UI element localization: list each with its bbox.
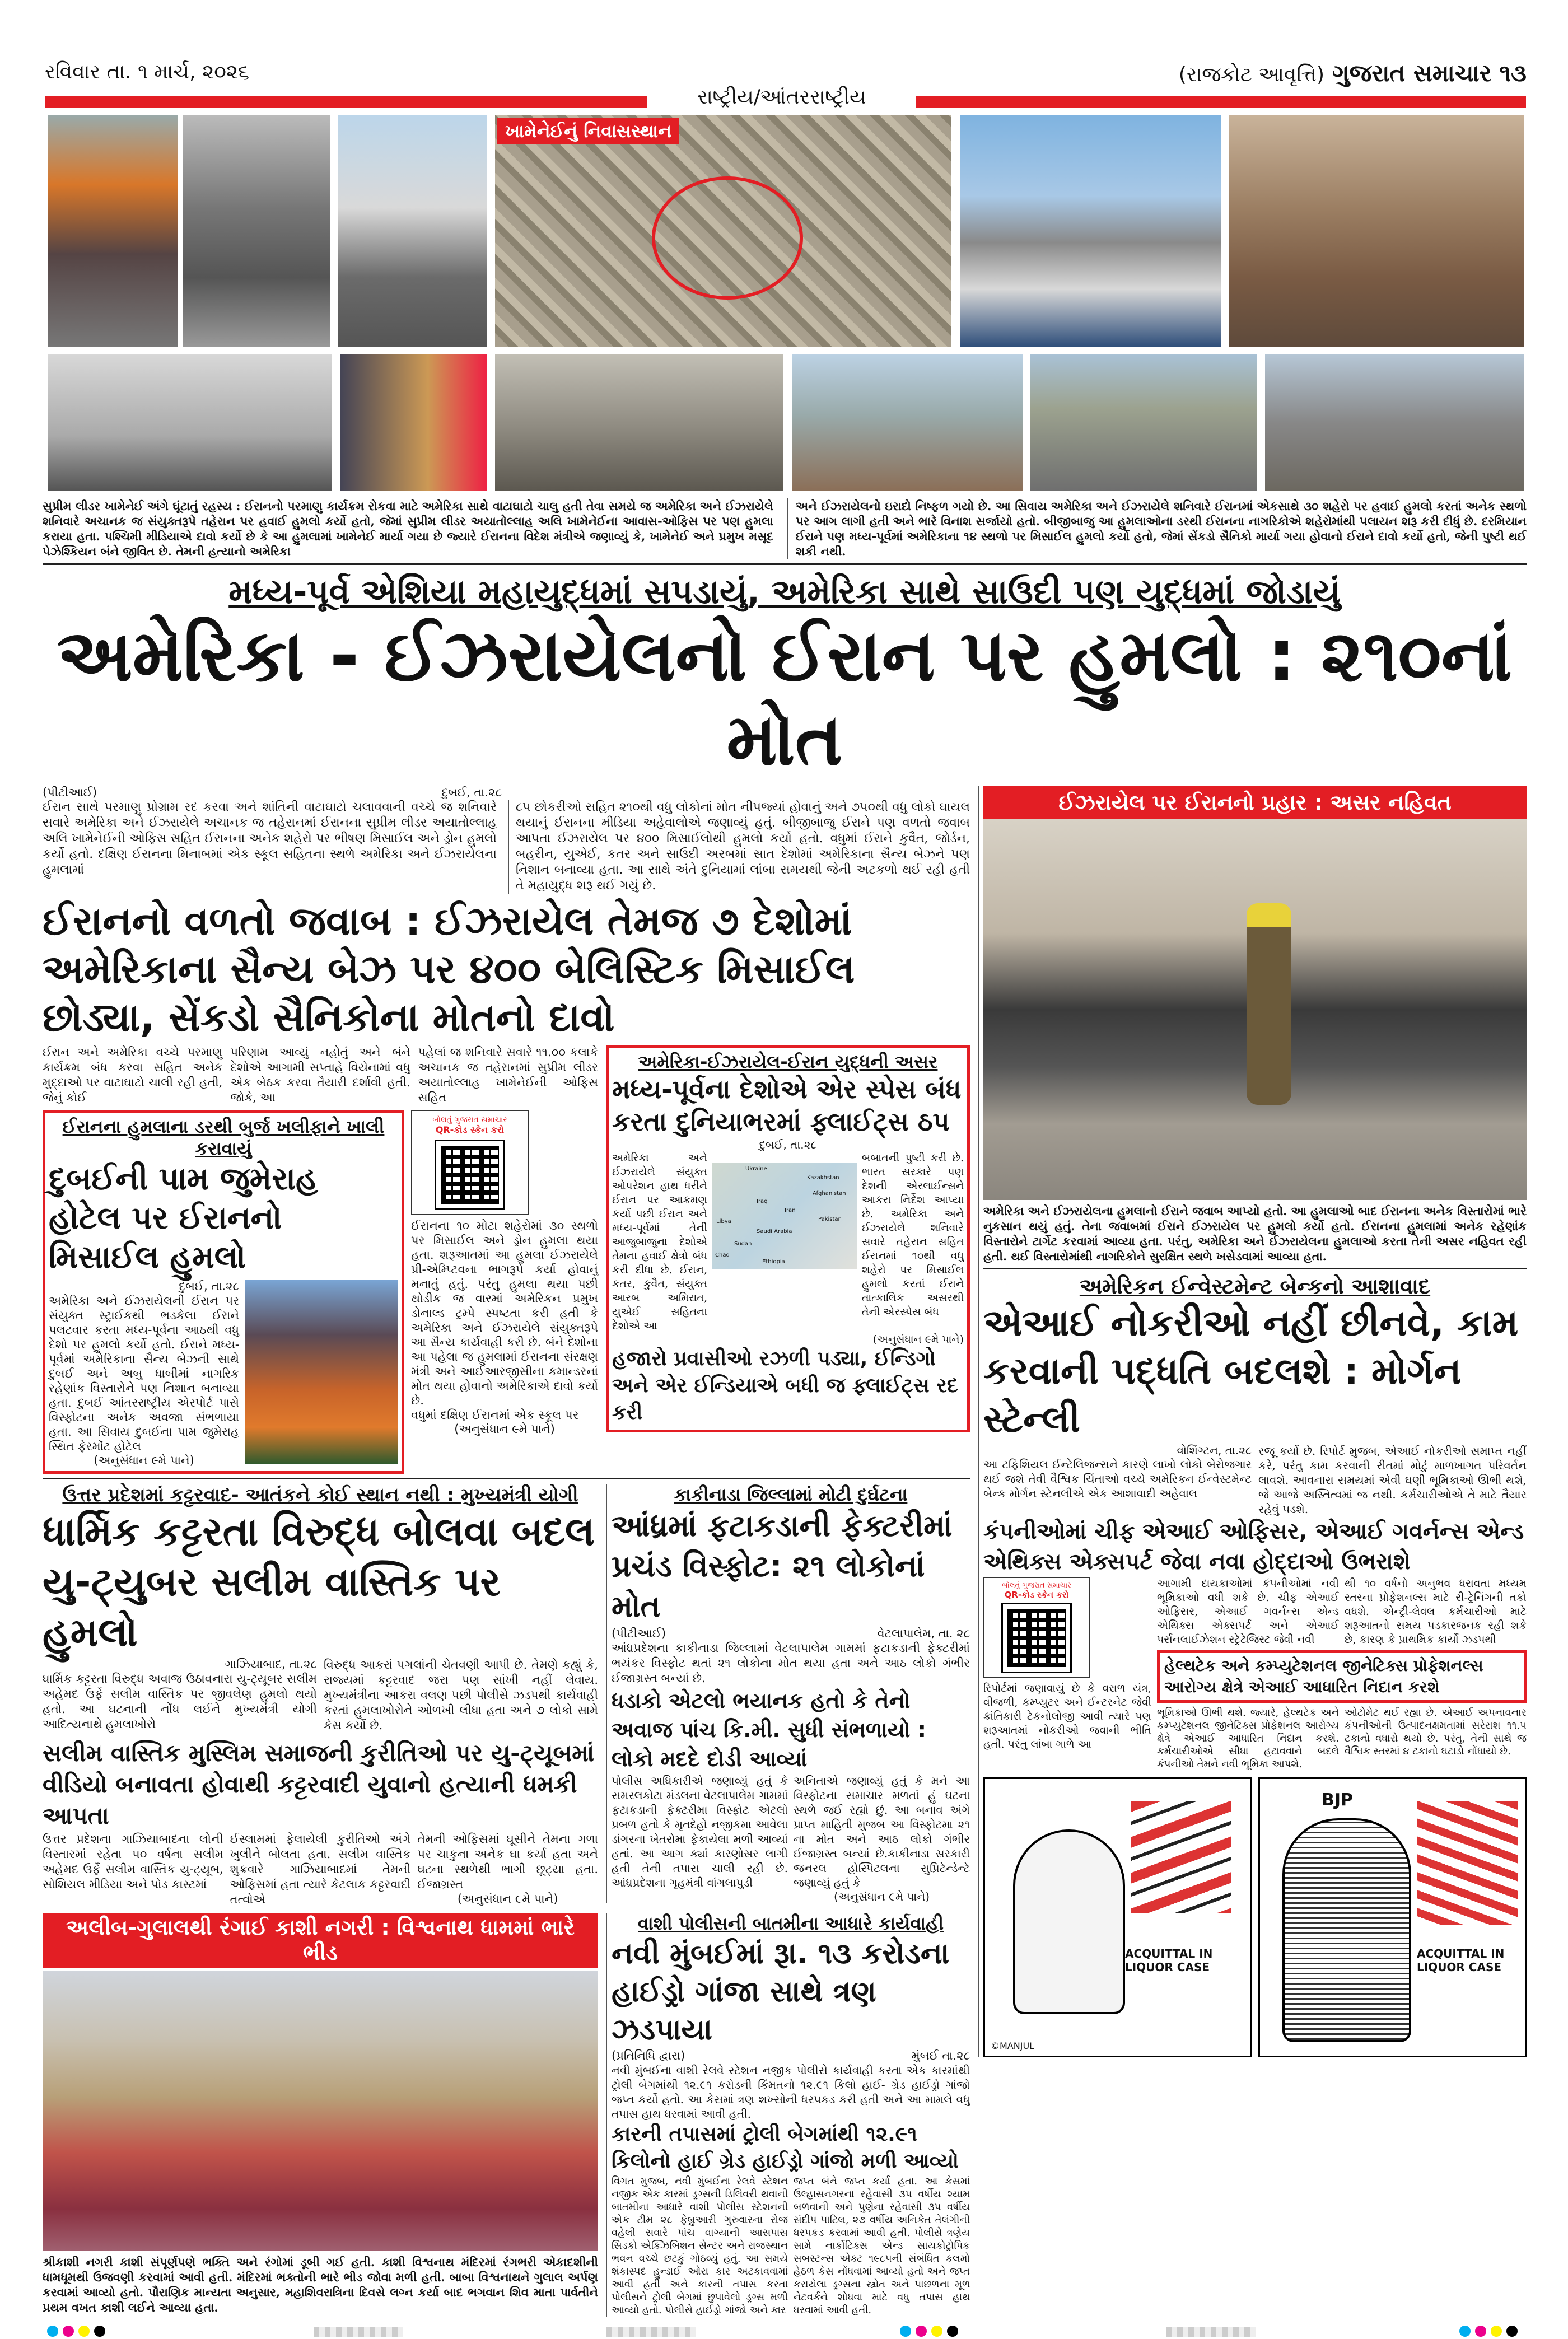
vashi-body-1: નવી મુંબઈના વાશી રેલવે સ્ટેશન નજીક પોલીસે કાર્યવાહી કરતા એક કારમાંથી ટ્રોલી બેગમાંથી ૧૨.૯૧ કરોડની કિંમતનો ૧૨.૯૧ કિલો હાઈ- ગ્રેડ હાઈડ્રો ગાંજો જપ્ત કર્યો હતો. આ કેસમાં ત્રણ શખ્સોની ધરપકડ કરી હતી અને આ મામલે વધુ તપાસ હાથ ધરવામાં આવી હતી.: [612, 2063, 970, 2121]
photo-birds-smoke: [47, 353, 332, 491]
top-caption: [43, 498, 1527, 559]
kakinada-dateline: વેટલાપાલેમ, તા. ૨૮: [877, 1627, 970, 1640]
israel-photo-header: ઈઝરાયેલ પર ઈરાનનો પ્રહાર : અસર નહિવત: [983, 786, 1527, 819]
lead-continued: (અનુસંધાન ૯મે પાને): [454, 1422, 555, 1436]
flight-map: [712, 1163, 857, 1269]
flight-map-label: Pakistan: [818, 1216, 842, 1222]
ai-kicker: અમેરિકન ઈન્વેસ્ટમેન્ટ બેન્કનો આશાવાદ: [1079, 1274, 1431, 1299]
lead-byline: [43, 786, 502, 800]
firefighter-figure: [1247, 903, 1291, 1105]
kakinada-continued: (અનુસંધાન ૯મે પાને): [833, 1890, 930, 1903]
qr-subtitle: QR-કોડ સ્કેન કરો: [1004, 1590, 1069, 1600]
main-columns: [43, 786, 1527, 2317]
vashi-col-a: વિગત મુજબ, નવી મુંબઈના રેલવે સ્ટેશન નજીક એક કારમાં ડ્રગ્સની ડિલિવરી થવાની બાતમીના આધારે વાશી પોલીસ સ્ટેશનની એક ટીમ ૨૮ ફેબ્રુઆરી ગુરુવારના રોજ વહેલી સવારે પાંચ વાગ્યાની આસપાસ સિડકો એક્ઝિબિશન સેન્ટર અને રાજસ્થાન ભવન વચ્ચે છટકું ગોઠવ્યું હતું. આ સમયે શંકાસ્પદ હુન્ડાઈ ઓરા કાર અટકાવવામાં આવી હતી અને કારની તપાસ કરતા પોલીસને ટ્રોલી બેગમાં છુપાવેલો ડ્રગ્સ મળી આવ્યો હતો. પોલીસે હાઈડ્રો ગાંજો અને કાર: [612, 2175, 788, 2316]
lead-col-c-end: વધુમાં દક્ષિણ ઈરાનમાં એક સ્કૂલ પર: [411, 1408, 579, 1422]
lead-headline-2: ઈરાનનો વળતો જવાબ : ઈઝરાયેલ તેમજ ૭ દેશોમાં અમેરિકાના સૈન્ય બેઝ પર ૪૦૦ બેલિસ્ટિક મિસાઈલ છોડ્યા, સેંકડો સૈનિકોના મોતનો દાવો: [43, 898, 855, 1040]
lead-headline: અમેરિકા - ઈઝરાયેલનો ઈરાન પર હુમલો : ૨૧૦નાં મોત: [57, 614, 1513, 782]
cartoon-figure-bjp: [1282, 1818, 1411, 2042]
lead-body-col1: ઈરાન સાથે પરમાણુ પ્રોગ્રામ રદ કરવા અને શાંતિની વાટાઘાટો ચલાવવાની વચ્ચે જ શનિવારે સવારે અમેરિકા અને ઈઝરાયેલે અચાનક જ તહેરાનમાં ઈરાનના સુપ્રીમ લીડર અયાતોલ્લાહ અલિ ખામેનેઈની ઓફિસ સહિત ઈરાનના અનેક શહેરો પર ભીષણ મિસાઈલ અને ડ્રોન હુમલો કર્યો હતો. દક્ષિણ ઈરાનના મિનાબમાં એક સ્કૂલ સહિતના સ્થળે અમેરિકા અને ઈઝરાયેલના હુમલામાં: [43, 800, 497, 877]
flight-map-label: Libya: [716, 1218, 731, 1225]
dubai-continued: (અનુસંધાન ૯મે પાને): [94, 1454, 194, 1467]
ai-col-a: રિપોર્ટમાં જણાવાયું છે કે વરાળ યંત્ર, વીજળી, કમ્પ્યુટર અને ઈન્ટરનેટ જેવી ક્રાંતિકારી ટેકનોલોજી આવી ત્યારે પણ શરૂઆતમાં નોકરીઓ જવાની ભીતિ હતી. પરંતુ લાંબા ગાળે આ: [983, 1682, 1151, 1750]
flight-map-label: Chad: [715, 1252, 730, 1258]
flight-map-label: Saudi Arabia: [757, 1229, 792, 1235]
photo-fire-street: [47, 114, 178, 348]
photo-aerial-residence: [494, 114, 952, 348]
top-caption-right: અને ઈઝરાયેલનો ઇરાદો નિષ્ફળ ગયો છે. આ સિવાય અમેરિકા અને ઈઝરાયેલે શનિવારે ઈરાનમાં એકસાથે ૩૦ શહેરો પર હવાઈ હુમલો કરતાં અનેક સ્થળો પર આગ લાગી હતી અને ભારે વિનાશ સર્જાયો હતો. બીજીબાજુ આ હુમલાઓના ડરથી ઈરાનના નાગરિકોએ શહેરોમાંથી પલાયન શરૂ કરી દીધું છે. દરમિયાન ઈરાને પણ મધ્ય-પૂર્વમાં અમેરિકાના ૧૪ સ્થળો પર મિસાઈલ હુમલો કર્યો હતો, જેમાં સેંકડો સૈનિકો માર્યા ગયા હોવાનો ઈરાને દાવો કર્યો હતો, જેની પુષ્ટી થઈ શકી નથી.: [787, 498, 1527, 559]
newspaper-page: [43, 56, 1527, 2339]
photo-police-booth-fire: [339, 353, 487, 491]
kashi-story: [43, 1913, 598, 2315]
ai-col-c: થી ૧૦ વર્ષનો અનુભવ ધરાવતા મધ્યમ સ્તરના પ્રોફેશનલ્સ માટે રી-ટ્રેનિંગની તકો વધશે. એન્ટ્રી-લેવલ કર્મચારીઓ માટે શરૂઆતનો સમય પડકારજનક રહી શકે છે, કારણ કે પ્રાથમિક કાર્યો ઝડપથી: [1345, 1577, 1527, 1646]
cartoon: [983, 1777, 1527, 2057]
qr-subtitle: QR-કોડ સ્કેન કરો: [435, 1124, 505, 1135]
airspace-subhead: હજારો પ્રવાસીઓ રઝળી પડ્યા, ઈન્ડિગો અને એર ઈન્ડિયાએ બધી જ ફ્લાઈટ્સ રદ કરી: [612, 1347, 959, 1424]
lead-lower: [43, 1045, 970, 1474]
airspace-headline: મધ્ય-પૂર્વના દેશોએ એર સ્પેસ બંધ કરતા દુનિયાભરમાં ફ્લાઈટ્સ ઠપ: [612, 1074, 962, 1137]
section-label: રાષ્ટ્રીય/આંતરરાષ્ટ્રીય: [647, 84, 916, 111]
lead-col-a: ઈરાન અને અમેરિકા વચ્ચે પરમાણુ કાર્યક્રમ બંધ કરવા સહિત અનેક મુદ્દાઓ પર વાટાઘાટો ચાલી રહી હતી, જેનું કોઈ: [43, 1045, 223, 1104]
dubai-kicker: ઈરાનના હુમલાના ડરથી બુર્જ ખલીફાને ખાલી કરાવાયું: [62, 1116, 385, 1159]
aerial-label: ખામેનેઈનું નિવાસસ્થાન: [497, 118, 679, 144]
photo-israel-damage: [983, 819, 1527, 1200]
cartoon-sign: ACQUITTAL IN LIQUOR CASE: [1125, 1947, 1237, 1974]
kakinada-headline: આંધ્રમાં ફટાકડાની ફેક્ટરીમાં પ્રચંડ વિસ્ફોટ: ૨૧ લોકોનાં મોત: [612, 1508, 953, 1624]
gray-bar: [606, 2327, 696, 2337]
color-dots-left: [47, 2326, 110, 2339]
kakinada-col-b: અનિતાએ જણાવ્યું હતું કે મને આ વિસ્ફોટના સમાચાર મળતાં હું ઘટના સ્થળે જઈ રહ્યો છું. આ બનાવ અંગે પ્રાપ્ત માહિતી મુજબ આ વિસ્ફોટમા ૨૧ ના મોત અને આઠ લોકો ગંભીર ઈજાગ્રસ્ત બન્યાં છે.કાકીનાડા સરકારી જનરલ હોસ્પિટલના સુપ્રિટેન્ડેન્ટે જણાવ્યું હતું કે: [794, 1774, 970, 1889]
photo-smoke-crane: [1264, 353, 1525, 491]
lead-col-b: પરિણામ આવ્યું નહોતું અને બંને દેશોએ આગામી સપ્તાહે વિયેનામાં વધુ એક બેઠક કરવા તૈયારી દર્શાવી હતી. જોકે, આ: [230, 1045, 410, 1104]
qr-code[interactable]: [436, 1141, 503, 1208]
kashi-caption: શ્રીકાશી નગરી કાશી સંપૂર્ણપણે ભક્તિ અને રંગોમાં ડૂબી ગઈ હતી. કાશી વિશ્વનાથ મંદિરમાં રંગભરી એકાદશીની ધામધૂમથી ઉજવણી કરવામાં આવી હતી. મંદિરમાં ભક્તોની ભારે ભીડ જોવા મળી હતી. બાબા વિશ્વનાથને ગુલાલ અર્પણ કરવામાં આવ્યો હતો. પૌરાણિક માન્યતા અનુસાર, મહાશિવરાત્રિના દિવસે લગ્ન કર્યા બાદ ભગવાન શિવ માતા પાર્વતીને પ્રથમ વખત કાશી લઈને આવ્યા હતા.: [43, 2255, 598, 2314]
qr-column: [411, 1110, 598, 1436]
qr-box[interactable]: [411, 1110, 529, 1215]
kakinada-kicker: કાકીનાડા જિલ્લામાં મોટી દુર્ઘટના: [674, 1484, 908, 1505]
ai-body-1: આ ટફિશિયલ ઈન્ટેલિજન્સને કારણે લાખો લોકો બેરોજગાર થઈ જશે તેવી વૈશ્વિક ચિંતાઓ વચ્ચે અમેરિકન ઈન્વેસ્ટમેન્ટ બેન્ક મોર્ગન સ્ટેનલીએ એક આશાવાદી અહેવાલ: [983, 1458, 1252, 1500]
gray-bar: [1166, 2327, 1256, 2337]
gray-bar: [314, 2327, 403, 2337]
cartoon-burst: [1417, 1801, 1518, 1925]
photo-smoke-rooftops: [791, 353, 1023, 491]
flight-map-label: Afghanistan: [813, 1190, 846, 1197]
lead-dateline: દુબઈ, તા.૨૮: [441, 786, 502, 799]
cartoon-credit: ©MANJUL: [991, 2041, 1035, 2051]
cartoon-sign: ACQUITTAL IN LIQUOR CASE: [1417, 1947, 1518, 1974]
yogi-body-2: વિરુદ્ધ આકરાં પગલાંની ચેતવણી આપી છે. તેમણે કહ્યું કે, રાજ્યમાં કટ્ટરવાદ જરા પણ સાંખી નહીં લેવાય. મુખ્યમંત્રીના આકરા વલણ પછી પોલીસે ઝડપથી કાર્યવાહી કરતાં હુમલાખોરોને ઓળખી લીધા હતા અને ૭ લોકો સામે કેસ કર્યો છે.: [324, 1658, 598, 1732]
lead-kicker: મધ્ય-પૂર્વ એશિયા મહાયુદ્ધમાં સપડાયું, અમેરિકા સાથે સાઉદી પણ યુદ્ધમાં જોડાયું: [228, 572, 1341, 611]
cartoon-figure-man: [1013, 1829, 1125, 2014]
yogi-kicker: ઉત્તર પ્રદેશમાં કટ્ટરવાદ- આતંકને કોઈ સ્થાન નથી : મુખ્યમંત્રી યોગી: [62, 1484, 578, 1506]
photo-traffic-jam: [1029, 353, 1257, 491]
page-number: ૧૩: [1499, 59, 1527, 87]
cartoon-microphones: [1131, 1801, 1231, 1913]
ai-body-2: રજૂ કર્યો છે. રિપોર્ટ મુજબ, એઆઈ નોકરીઓ સમાપ્ત નહીં કરે, પરંતુ કામ કરવાની રીતમાં મોટું માળખાગત પરિવર્તન લાવશે. આવનારા સમયમાં એવી ઘણી ભૂમિકાઓ ઊભી થશે, જે આજે અસ્તિત્વમાં જ નથી. કર્મચારીઓએ તે માટે તૈયાર રહેવું પડશે.: [1258, 1444, 1527, 1516]
cartoon-panel-left: [983, 1777, 1252, 2057]
lead-cols: [43, 1045, 598, 1105]
airspace-dateline: દુબઈ, તા.૨૮: [759, 1138, 817, 1151]
top-caption-left: સુપ્રીમ લીડર ખામેનેઈ અંગે ઘૂંટાતું રહસ્ય : ઈરાનનો પરમાણુ કાર્યક્રમ રોકવા માટે અમેરિકા સાથે વાટાઘાટો ચાલુ હતી તેવા સમયે જ અમેરિકા અને ઈઝરાયેલે શનિવારે અચાનક જ સંયુક્તરૂપે તહેરાન પર હવાઈ હુમલો કર્યો હતો, જેમાં સુપ્રીમ લીડર અયાતોલ્લાહ અલિ ખામેનેઈના આવાસ-ઓફિસ પર પણ હુમલા કરાયા હતા. પશ્ચિમી મીડિયાએ દાવો કર્યો છે કે આ હુમલામાં ખામેનેઈ માર્યા ગયા છે જ્યારે ઈરાનના વિદેશ મંત્રીએ જણાવ્યું કે, ખામેનેઈ અને પ્રમુખ મસૂદ પેઝેશ્કિયન બંને જીવિત છે. તેમની હત્યાનો અમેરિકા: [43, 499, 773, 558]
photo-rubble-crowd: [494, 353, 784, 491]
yogi-col-a: ઉત્તર પ્રદેશના ગાઝિયાબાદના લોની વિસ્તારમાં રહેતા ૫૦ વર્ષના સલીમ અહેમદ ઉર્ફે સલીમ વાસ્તિક યુ-ટ્યૂબ, સોશિયલ મીડિયા અને પોડ કાસ્ટમાં: [43, 1832, 223, 1891]
dubai-headline: દુબઈની પામ જુમેરાહ હોટેલ પર ઈરાનનો મિસાઈલ હુમલો: [49, 1161, 318, 1276]
flight-map-label: Ukraine: [745, 1166, 767, 1172]
ai-dateline: વોશિંગ્ટન, તા.૨૮: [1177, 1444, 1252, 1457]
lead-lower-left: [43, 1045, 598, 1474]
dubai-story-box: [43, 1110, 404, 1474]
flight-map-label: Kazakhstan: [807, 1175, 839, 1181]
airspace-kicker: અમેરિકા-ઈઝરાયેલ-ઈરાન યુદ્ધની અસર: [638, 1051, 938, 1072]
lead-body: [43, 800, 970, 894]
footer-color-marks: [43, 2326, 1527, 2339]
kakinada-col-a: પોલીસ અધિકારીએ જણાવ્યું હતું કે સમરલકોટા મંડલના વેટલાપાલેમ ગામમાં ફટાકડાની ફેક્ટરીમા વિસ્ફોટ એટલો પ્રબળ હતો કે મૃતદેહો નજીકમા આવેલા ડાંગરના ખેતરોમા ફેકાયેલા મળી આવ્યાં હતાં. આ આગ ક્યાં કારણોસર લાગી હતી તેની તપાસ ચાલી રહી છે. આંધ્રપ્રદેશના ગૃહમંત્રી વાંગલાપુડી: [612, 1774, 788, 1889]
masthead: [43, 56, 1527, 108]
yogi-headline: ધાર્મિક કટ્ટરતા વિરુદ્ધ બોલવા બદલ યુ-ટ્યુબર સલીમ વાસ્તિક પર હુમલો: [43, 1509, 595, 1655]
yogi-col-c: તેમની ઓફિસમાં ઘૂસીને તેમના ગળા પર ચાકુના અનેક ઘા કર્યા હતા અને ઘટના સ્થળેથી ભાગી છૂટ્યા હતા. ઈજાગ્રસ્ત: [417, 1832, 599, 1891]
vashi-subhead: કારની તપાસમાં ટ્રોલી બેગમાંથી ૧૨.૯૧ કિલોનો હાઈ ગ્રેડ હાઈડ્રો ગાંજો મળી આવ્યો: [612, 2123, 959, 2173]
ai-story: [983, 1274, 1527, 1771]
qr-title: બોલતું ગુજરાત સમાચાર: [432, 1115, 507, 1124]
kakinada-body-1: આંધ્રપ્રદેશના કાકીનાડા જિલ્લામાં વેટલાપાલેમ ગામમાં ફટાકડાની ફેક્ટરીમાં ભયંકર વિસ્ફોટ થતાં ૨૧ લોકોના મોત થયા હતા અને આઠ લોકો ગંભીર ઈજાગ્રસ્ત બન્યાં છે.: [612, 1641, 970, 1685]
israel-photo-caption: અમેરિકા અને ઈઝરાયેલના હુમલાનો ઈરાને જવાબ આપ્યો હતો. આ હુમલાઓ બાદ ઈરાનના અનેક વિસ્તારોમાં ભારે નુકસાન થયું હતું. તેના જવાબમાં ઈરાને ઈઝરાયેલ પર હુમલો કર્યો હતો. ઈરાનના હુમલામાં અનેક રહેણાંક વિસ્તારોને ટાર્ગેટ કરવામાં આવ્યા હતા. પરંતુ, અમેરિકા અને ઈઝરાયેલના હુમલાઓ કરતા તેની અસર નહિવત રહી હતી. થઈ વિસ્તારોમાંથી નાગરિકોને સુરક્ષિત સ્થળે ખસેડવામાં આવ્યા હતા.: [983, 1204, 1527, 1263]
flight-map-label: Ethiopia: [762, 1259, 785, 1265]
yogi-story: [43, 1484, 598, 1907]
lower-row-2: [43, 1913, 970, 2317]
lead-col-c-continued: ઈરાનના ૧૦ મોટા શહેરોમાં ૩૦ સ્થળો પર મિસાઈલ અને ડ્રોન હુમલા થયા હતા. શરૂઆતમાં આ હુમલા ઈઝરાયેલે પ્રી-એમ્પ્ટિવના ભાગરૂપે કર્યા હોવાનું મનાતું હતું. પરંતુ હુમલા થયા પછી થોડીક જ વારમાં અમેરિકન પ્રમુખ ડોનાલ્ડ ટ્રમ્પે સ્પષ્ટતા કરી હતી કે અમેરિકા અને ઈઝરાયેલે સંયુક્તરૂપે આ સૈન્ય કાર્યવાહી કરી છે. બંને દેશોના આ પહેલા જ હુમલામાં ઈરાનના સંરક્ષણ મંત્રી અને આઈઆરજીસીના કમાન્ડરનાં મોત થયા હોવાનો અમેરિકાએ દાવો કર્યો છે.: [411, 1219, 598, 1407]
flight-map-label: Iran: [785, 1207, 796, 1213]
ai-headline: એઆઈ નોકરીઓ નહીં છીનવે, કામ કરવાની પદ્ધતિ બદલશે : મોર્ગન સ્ટેન્લી: [983, 1301, 1519, 1441]
yogi-continued: (અનુસંધાન ૯મે પાને): [457, 1892, 558, 1906]
photo-smoke-skyline-man: [959, 114, 1221, 348]
lead-col-c: પહેલાં જ શનિવારે સવારે ૧૧.૦૦ કલાકે અચાનક જ તહેરાનમાં સુપ્રીમ લીડર અયાતોલ્લાહ ખામેનેઈની ઓફિસ સહિત: [418, 1045, 598, 1104]
dubai-body: અમેરિકા અને ઈઝરાયેલની ઈરાન પર સંયુક્ત સ્ટ્રાઈકથી ભડકેલા ઈરાને પલટવાર કરતા મધ્ય-પૂર્વના આઠથી વધુ દેશો પર હુમલો કર્યો હતો. ઈરાને મધ્ય-પૂર્વમાં અમેરિકાના સૈન્ય બેઝની સાથે દુબઈ અને અબુ ધાબીમાં નાગરિક રહેણાંક વિસ્તારોને પણ નિશાન બનાવ્યા હતા. દુબઈ આંતરરાષ્ટ્રીય એરપોર્ટ પાસે વિસ્ફોટના અનેક અવજા સંભળાયા હતા. આ સિવાય દુબઈના પામ જુમેરાહ સ્થિત ફેરમોંટ હોટેલ: [49, 1294, 239, 1453]
yogi-body-1: ધાર્મિક કટ્ટરતા વિરુદ્ધ અવાજ ઉઠાવનારા યુ-ટ્યૂબર સલીમ અહેમદ ઉર્ફે સલીમ વાસ્તિક પર જીવલેણ હુમલો થયો હતો. આ ઘટનાની નોંધ લઈને મુખ્યમંત્રી યોગી આદિત્યનાથે હુમલાખોરો: [43, 1672, 317, 1731]
cartoon-cap-label: BJP: [1322, 1790, 1354, 1810]
kakinada-subhead: ધડાકો એટલો ભયાનક હતો કે તેનો અવાજ પાંચ કિ.મી. સુધી સંભળાયો : લોકો મદદે દોડી આવ્યાં: [612, 1688, 926, 1771]
photo-smoke-cars: [338, 114, 487, 348]
qr-title: બોલતું ગુજરાત સમાચાર: [1002, 1581, 1071, 1590]
vashi-story: [606, 1913, 970, 2317]
lead-agency: (પીટીઆઈ): [43, 786, 97, 799]
photo-hotel-fire: [245, 1280, 398, 1464]
kashi-header: અલીબ-ગુલાલથી રંગાઈ કાશી નગરી : વિશ્વનાથ ધામમાં ભારે ભીડ: [43, 1913, 598, 1968]
yogi-col-b: ઈસ્લામમાં ફેલાયેલી કુરીતિઓ અંગે ખુલીને બોલતા હતા. સલીમ વાસ્તિક શુક્રવારે ગાઝિયાબાદમાં તેમની ઓફિસમાં હતા ત્યારે કેટલાક કટ્ટરવાદી તત્વોએ: [230, 1832, 411, 1906]
masthead-right: [1179, 59, 1527, 87]
airspace-body-right: બબાતની પુષ્ટી કરી છે. ભારત સરકારે પણ દેશની એરલાઈન્સને આકરા નિર્દેશ આપ્યા છે. અમેરિકા અને ઈઝરાયેલે શનિવારે સવારે તહેરાન સહિત ઈરાનમાં ૧૦થી વધુ શહેરો પર મિસાઈલ હુમલો કરતાં ઈરાને તાત્કાલિક અસરથી તેની એરસ્પેસ બંધ: [862, 1152, 964, 1318]
flight-map-label: Iraq: [757, 1198, 768, 1204]
vashi-headline: નવી મુંબઈમાં રૂા. ૧૩ કરોડના હાઈડ્રો ગાંજા સાથે ત્રણ ઝડપાયા: [612, 1937, 950, 2047]
top-photo-grid: [43, 114, 1527, 498]
lead-body-col2: ૮૫ છોકરીઓ સહિત ૨૧૦થી વધુ લોકોનાં મોત નીપજ્યાં હોવાનું અને ૭૫૦થી વધુ લોકો ઘાયલ થયાનું ઈરાનના મીડિયા અહેવાલોએ જણાવ્યું હતું. બીજીબાજુ ઈરાને પણ વળતો જવાબ આપતા ઈઝરાયેલ પર ૪૦૦ મિસાઈલોથી હુમલો કર્યો હતો. વધુમાં ઈરાને કુવૈત, જોર્ડન, બહરીન, યુએઈ, કતર અને સાઉદી અરબમાં સાત દેશોમાં અમેરિકાના સૈન્ય બેઝને પણ નિશાન બનાવ્યા હતા. આ સાથે અંતે દુનિયામાં લાંબા સમયથી જેની અટકળો થઈ રહી હતી તે મહાયુદ્ધ શરૂ થઈ ગયું છે.: [508, 800, 970, 894]
color-dots-center: [900, 2326, 963, 2339]
left-section: [43, 786, 970, 2317]
photo-smoke-street: [183, 114, 330, 348]
highlight-circle: [652, 176, 803, 300]
ai-box-headline: હેલ્થટેક અને કમ્પ્યુટેશનલ જીનેટિક્સ પ્રોફેશનલ્સ આરોગ્ય ક્ષેત્રે એઆઈ આધારિત નિદાન કરશે: [1157, 1650, 1527, 1703]
ai-col-e: ઓટોમેટ થઈ રહ્યા છે. એઆઈ અપનાવનાર કંપનીઓની ઉત્પાદનક્ષમતામાં સરેરાશ ૧૧.૫ ટકાનો વધારો થયો છે. પરંતુ, તેની સાથે જ વૈશ્વિક સ્તરમાં ૪ ટકાનો ઘટાડો નોંધાયો છે.: [1345, 1707, 1527, 1757]
yogi-subhead: સલીમ વાસ્તિક મુસ્લિમ સમાજની કુરીતિઓ પર યુ-ટ્યૂબમાં વીડિયો બનાવતા હોવાથી કટ્ટરવાદી યુવાનો હત્યાની ધમકી આપતા: [43, 1739, 595, 1829]
flight-map-label: Sudan: [734, 1241, 752, 1247]
lower-row-1: [43, 1484, 970, 1907]
ai-col-b: આગામી દાયકાઓમાં કંપનીઓમાં નવી ભૂમિકાઓ વધી શકે છે. ચીફ એઆઈ ઓફિસર, એઆઈ ગવર્નન્સ એન્ડ એથિક્સ એક્સપર્ટ અને એઆઈ પર્સનલાઈઝેશન સ્ટ્રેટેજિસ્ટ જેવી નવી: [1157, 1577, 1339, 1646]
airspace-story-box: [606, 1045, 970, 1432]
airspace-body-left: અમેરિકા અને ઈઝરાયેલે સંયુક્ત ઓપરેશન હાથ ધરીને ઈરાન પર આક્રમણ કર્યા પછી ઈરાન અને મધ્ય-પૂર્વમાં તેની આજુબાજુના દેશોએ તેમના હવાઈ ક્ષેત્રો બંધ કરી દીધા છે. ઈરાન, કતર, કુવૈત, સંયુક્ત આરબ અમિરાત, યુએઈ સહિતના દેશોએ આ: [612, 1152, 707, 1332]
edition-label: (રાજકોટ આવૃત્તિ): [1178, 63, 1324, 86]
ai-subhead: કંપનીઓમાં ચીફ એઆઈ ઓફિસર, એઆઈ ગવર્નન્સ એન્ડ એથિક્સ એક્સપર્ટ જેવા નવા હોદ્દાઓ ઉભરાશે: [983, 1519, 1524, 1575]
ai-qr-box[interactable]: [983, 1577, 1090, 1678]
yogi-dateline: ગાઝિયાબાદ, તા.૨૮: [225, 1658, 317, 1671]
photo-smoke-buildings: [1229, 114, 1525, 348]
airspace-continued: (અનુસંધાન ૯મે પાને): [872, 1333, 964, 1346]
vashi-kicker: વાશી પોલીસની બાતમીના આધારે કાર્યવાહી: [638, 1913, 944, 1934]
vashi-agency: (પ્રતિનિધિ દ્વારા): [612, 2049, 685, 2062]
color-dots-right: [1459, 2326, 1522, 2339]
kakinada-agency: (પીટીઆઈ): [612, 1627, 666, 1640]
photo-kashi-vishwanath: [43, 1971, 598, 2251]
cartoon-panel-right: [1258, 1777, 1527, 2057]
ai-col-d: ભૂમિકાઓ ઊભી થશે. જ્યારે, હેલ્થટેક અને કમ્પ્યુટેશનલ જીનેટિક્સ પ્રોફેશનલ આરોગ્ય ક્ષેત્રે એઆઈ આધારિત નિદાન કરશે. કર્મચારીઓએ સીધા હટાવવાને બદલે કંપનીઓ તેમને નવી ભૂમિકા આપશે.: [1157, 1707, 1339, 1770]
issue-date: રવિવાર તા. ૧ માર્ચ, ૨૦૨૬: [45, 60, 250, 83]
qr-code[interactable]: [1003, 1604, 1070, 1672]
dubai-dateline: દુબઈ, તા.૨૮: [179, 1280, 239, 1293]
right-section: [978, 786, 1527, 2057]
paper-logo: ગુજરાત સમાચાર: [1332, 59, 1492, 87]
vashi-col-b: જપ્ત બંને જપ્ત કર્યા હતા. આ કેસમાં ઉલ્હાસનગરના રહેવાસી ૩૫ વર્ષીય શ્યામ બળવાની અને પુણેના રહેવાસી ૩૫ વર્ષીય સંદીપ પાટિલ, ૨૭ વર્ષીય અનિકેત તેલંગીની ધરપકડ કરવામાં આવી હતી. પોલીસે ત્રણેય સામે નાર્કોટિક્સ એન્ડ સાયકોટ્રોપિક સબસ્ટન્સ એક્ટ ૧૯૮૫ની સંબંધિત કલમો હેઠળ કેસ નોંધવામાં આવ્યો હતો અને જપ્ત કરાયેલા ડ્રગ્સના સ્ત્રોત અને પાછળના મૂળ નેટવર્કને શોધવા માટે વધુ તપાસ હાથ ધરવામાં આવી હતી.: [794, 2175, 970, 2316]
vashi-dateline: મુંબઈ તા.૨૮: [911, 2049, 970, 2062]
kakinada-story: [606, 1484, 970, 1903]
